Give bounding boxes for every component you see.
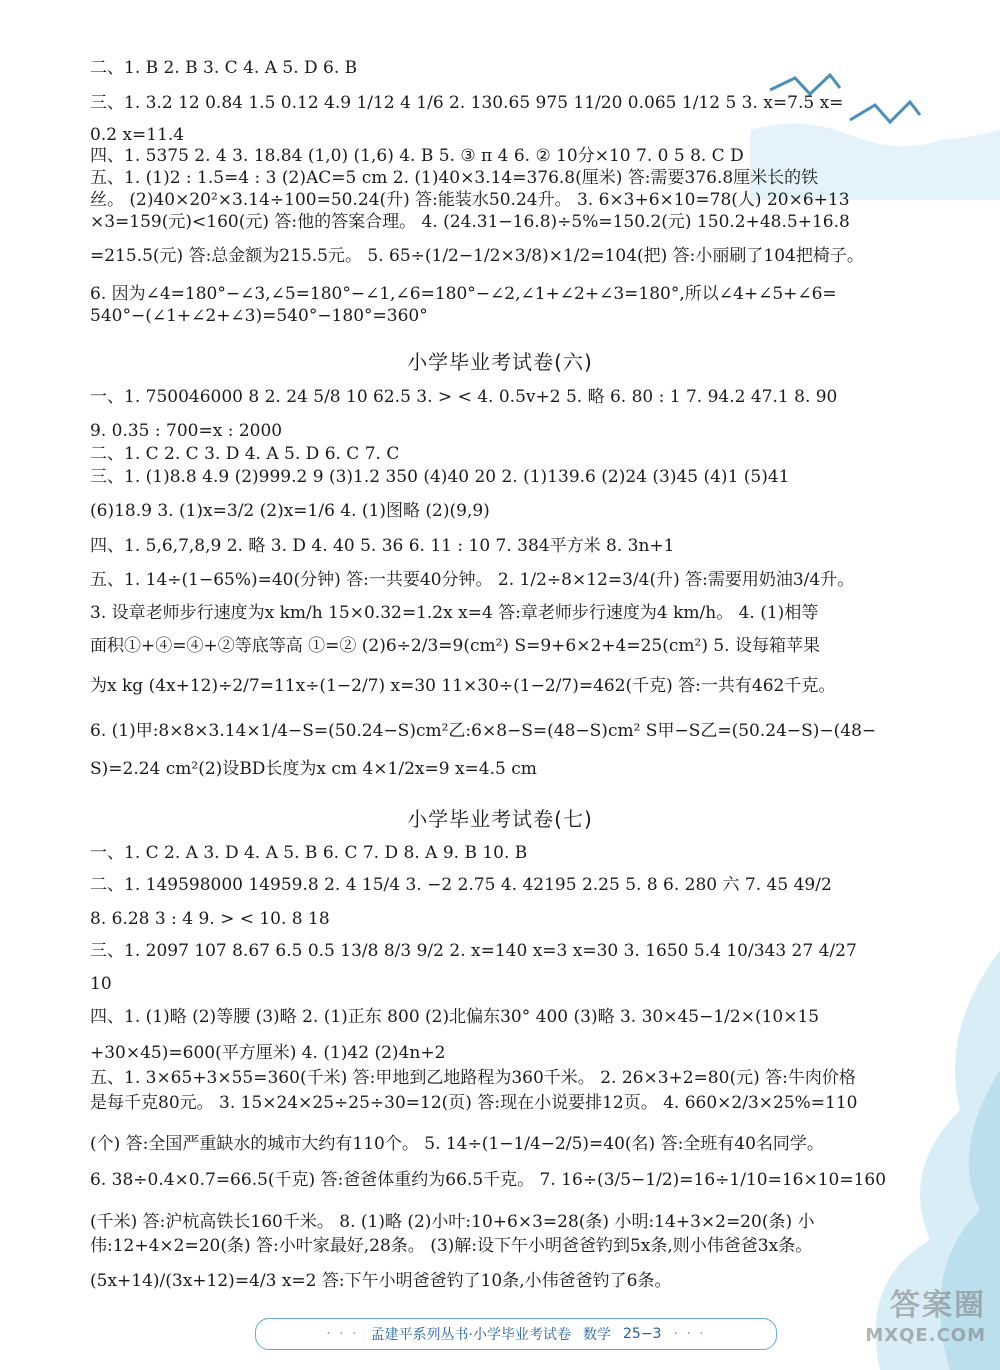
answer-line: S)=2.24 cm²(2)设BD长度为x cm 4×1/2x=9 x=4.5 cm: [90, 759, 537, 779]
answer-line: 6. 38÷0.4×0.7=66.5(千克) 答:爸爸体重约为66.5千克。 7. 16÷(3/5−1/2)=16÷1/10=16×10=160: [90, 1170, 887, 1190]
footer-dots: · · ·: [673, 1326, 706, 1342]
answer-line: 8. 6.28 3 : 4 9. > < 10. 8 18: [90, 909, 330, 929]
answer-line: +30×45)=600(平方厘米) 4. (1)42 (2)4n+2: [90, 1043, 446, 1063]
answer-line: 五、1. 3×65+3×55=360(千米) 答:甲地到乙地路程为360千米。 2. 26×3+2=80(元) 答:牛肉价格: [90, 1068, 856, 1088]
answer-line: 二、1. B 2. B 3. C 4. A 5. D 6. B: [90, 58, 358, 78]
answer-line: 五、1. (1)2 : 1.5=4 : 3 (2)AC=5 cm 2. (1)40×3.14=376.8(厘米) 答:需要376.8厘米长的铁: [90, 168, 819, 188]
answer-line: 二、1. 149598000 14959.8 2. 4 15/4 3. −2 2.75 4. 42195 2.25 5. 8 6. 280 六 7. 45 49/2: [90, 875, 832, 895]
answer-line: (6)18.9 3. (1)x=3/2 (2)x=1/6 4. (1)图略 (2)(9,9): [90, 501, 490, 521]
watermark-logo: [816, 1288, 986, 1354]
answer-line: 为x kg (4x+12)÷2/7=11x÷(1−2/7) x=30 11×30÷(1−2/7)=462(千克) 答:一共有462千克。: [90, 676, 836, 696]
answer-line: 面积①+④=④+②等底等高 ①=② (2)6÷2/3=9(cm²) S=9+6×2+4=25(cm²) 5. 设每箱苹果: [90, 636, 820, 656]
answer-line: (5x+14)/(3x+12)=4/3 x=2 答:下午小明爸爸钓了10条,小伟爸爸钓了6条。: [90, 1271, 672, 1291]
answer-line: 三、1. 3.2 12 0.84 1.5 0.12 4.9 1/12 4 1/6 2. 130.65 975 11/20 0.065 1/12 5 3. x=7.5 x=: [90, 93, 844, 113]
answer-line: 丝。 (2)40×20²×3.14÷100=50.24(升) 答:能装水50.24升。 3. 6×3+6×10=78(人) 20×6+13: [90, 190, 850, 210]
answer-line: 10: [90, 974, 112, 994]
answer-line: 三、1. (1)8.8 4.9 (2)999.2 9 (3)1.2 350 (4)40 20 2. (1)139.6 (2)24 (3)45 (4)1 (5)41: [90, 467, 790, 487]
answer-line: 是每千克80元。 3. 15×24×25÷25÷30=12(页) 答:现在小说要排12页。 4. 660×2/3×25%=110: [90, 1093, 858, 1113]
footer-subject: 数学: [583, 1327, 611, 1343]
answer-line: =215.5(元) 答:总金额为215.5元。 5. 65÷(1/2−1/2×3/8)×1/2=104(把) 答:小丽刷了104把椅子。: [90, 246, 864, 266]
answer-line: 540°−(∠1+∠2+∠3)=540°−180°=360°: [90, 306, 428, 326]
answer-line: 6. 因为∠4=180°−∠3,∠5=180°−∠1,∠6=180°−∠2,∠1+∠2+∠3=180°,所以∠4+∠5+∠6=: [90, 284, 837, 304]
footer-banner: [255, 1318, 777, 1350]
answer-line: 0.2 x=11.4: [90, 125, 185, 145]
answer-line: (个) 答:全国严重缺水的城市大约有110个。 5. 14÷(1−1/4−2/5)=40(名) 答:全班有40名同学。: [90, 1134, 824, 1154]
section-title: 小学毕业考试卷(六): [407, 350, 593, 374]
answer-line: 四、1. (1)略 (2)等腰 (3)略 2. (1)正东 800 (2)北偏东30° 400 (3)略 3. 30×45−1/2×(10×15: [90, 1007, 820, 1027]
answer-line: 三、1. 2097 107 8.67 6.5 0.5 13/8 8/3 9/2 2. x=140 x=3 x=30 3. 1650 5.4 10/343 27 4/27: [90, 941, 857, 961]
answer-line: 一、1. 750046000 8 2. 24 5/8 10 62.5 3. > < 4. 0.5v+2 5. 略 6. 80 : 1 7. 94.2 47.1 8. 90: [90, 387, 838, 407]
answer-line: 五、1. 14÷(1−65%)=40(分钟) 答:一共要40分钟。 2. 1/2÷8×12=3/4(升) 答:需要用奶油3/4升。: [90, 570, 855, 590]
footer-series: 孟建平系列丛书·小学毕业考试卷: [370, 1327, 571, 1343]
answer-line: 9. 0.35 : 700=x : 2000: [90, 421, 283, 441]
footer-dots: · · ·: [326, 1326, 359, 1342]
answer-line: 3. 设章老师步行速度为x km/h 15×0.32=1.2x x=4 答:章老师步行速度为4 km/h。 4. (1)相等: [90, 603, 819, 623]
answer-line: ×3=159(元)<160(元) 答:他的答案合理。 4. (24.31−16.8)÷5%=150.2(元) 150.2+48.5+16.8: [90, 212, 850, 232]
watermark-bottom: MXQE.COM: [865, 1325, 986, 1346]
answer-line: 二、1. C 2. C 3. D 4. A 5. D 6. C 7. C: [90, 444, 400, 464]
answer-line: 四、1. 5375 2. 4 3. 18.84 (1,0) (1,6) 4. B 5. ③ π 4 6. ② 10分×10 7. 0 5 8. C D: [90, 146, 744, 166]
footer-page-number: 25−3: [623, 1326, 662, 1342]
answer-line: 一、1. C 2. A 3. D 4. A 5. B 6. C 7. D 8. A 9. B 10. B: [90, 843, 528, 863]
answer-line: 四、1. 5,6,7,8,9 2. 略 3. D 4. 40 5. 36 6. 11 : 10 7. 384平方米 8. 3n+1: [90, 536, 675, 556]
answer-line: (千米) 答:沪杭高铁长160千米。 8. (1)略 (2)小叶:10+6×3=28(条) 小明:14+3×2=20(条) 小: [90, 1212, 815, 1232]
section-title: 小学毕业考试卷(七): [407, 807, 593, 831]
answer-line: 6. (1)甲:8×8×3.14×1/4−S=(50.24−S)cm²乙:6×8−S=(48−S)cm² S甲−S乙=(50.24−S)−(48−: [90, 721, 877, 741]
answer-line: 伟:12+4×2=20(条) 答:小叶家最好,28条。 (3)解:设下午小明爸爸钓到5x条,则小伟爸爸3x条。: [90, 1236, 813, 1256]
watermark-top: 答案圈: [890, 1288, 986, 1323]
